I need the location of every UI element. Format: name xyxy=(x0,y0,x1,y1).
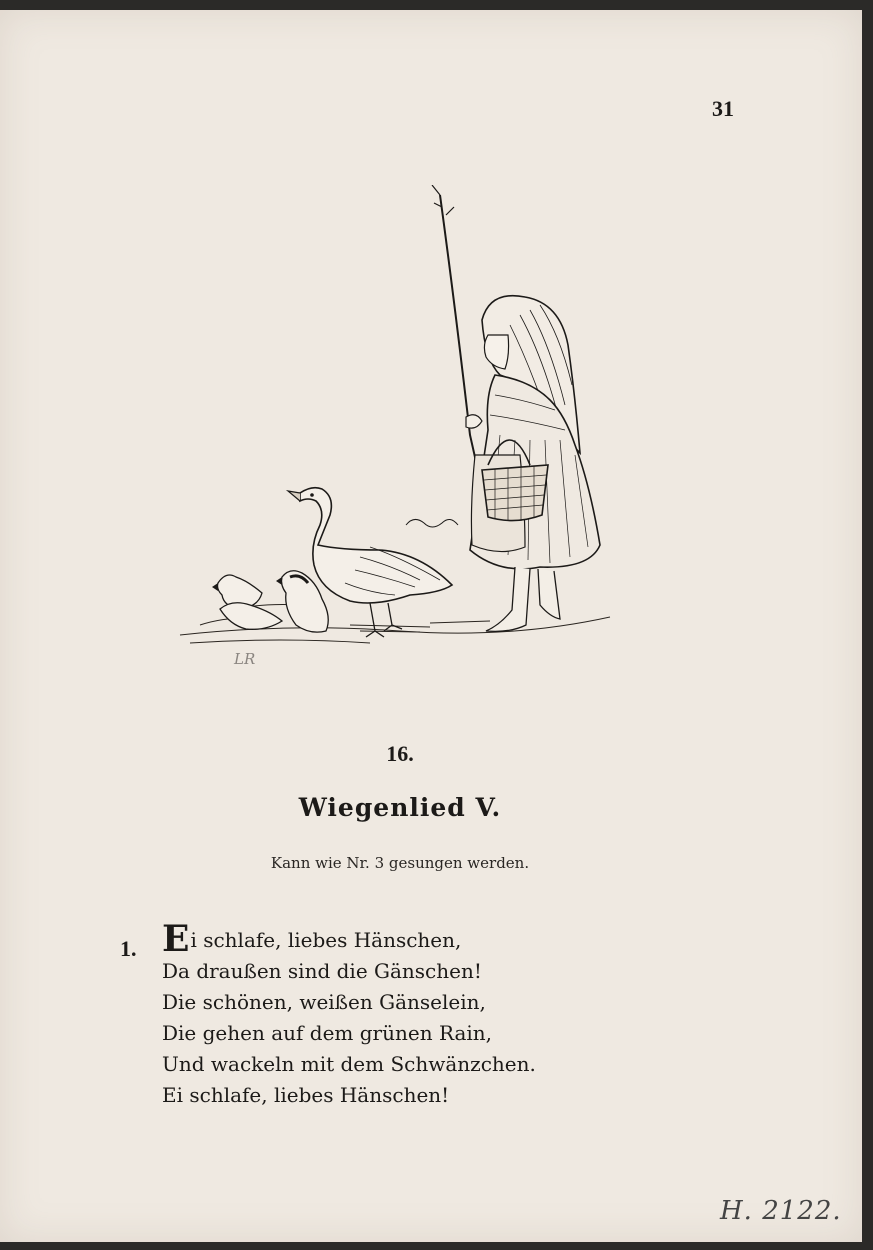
song-title: Wiegenlied V. xyxy=(298,793,502,822)
drop-cap: E xyxy=(162,918,190,960)
girl-with-goose-illustration xyxy=(170,185,620,685)
verse-line: Ei schlafe, liebes Hänschen! xyxy=(162,1083,450,1107)
song-number: 16. xyxy=(386,741,414,766)
verse-lines xyxy=(162,918,642,1111)
book-page xyxy=(0,10,862,1242)
archive-shelfmark: H. 2122. xyxy=(720,1196,842,1226)
verse-line: Da draußen sind die Gänschen! xyxy=(162,959,482,983)
verse-line-text: i schlafe, liebes Hänschen, xyxy=(190,928,462,952)
illustrator-signature: LR xyxy=(234,650,256,668)
verse-line: Und wackeln mit dem Schwänzchen. xyxy=(162,1052,536,1076)
verse-number: 1. xyxy=(120,936,137,961)
page-number: 31 xyxy=(712,96,734,121)
verse-line: Die gehen auf dem grünen Rain, xyxy=(162,1021,493,1045)
song-subtitle: Kann wie Nr. 3 gesungen werden. xyxy=(270,854,530,872)
verse-line: Die schönen, weißen Gänselein, xyxy=(162,990,486,1014)
verse-line xyxy=(162,918,642,960)
